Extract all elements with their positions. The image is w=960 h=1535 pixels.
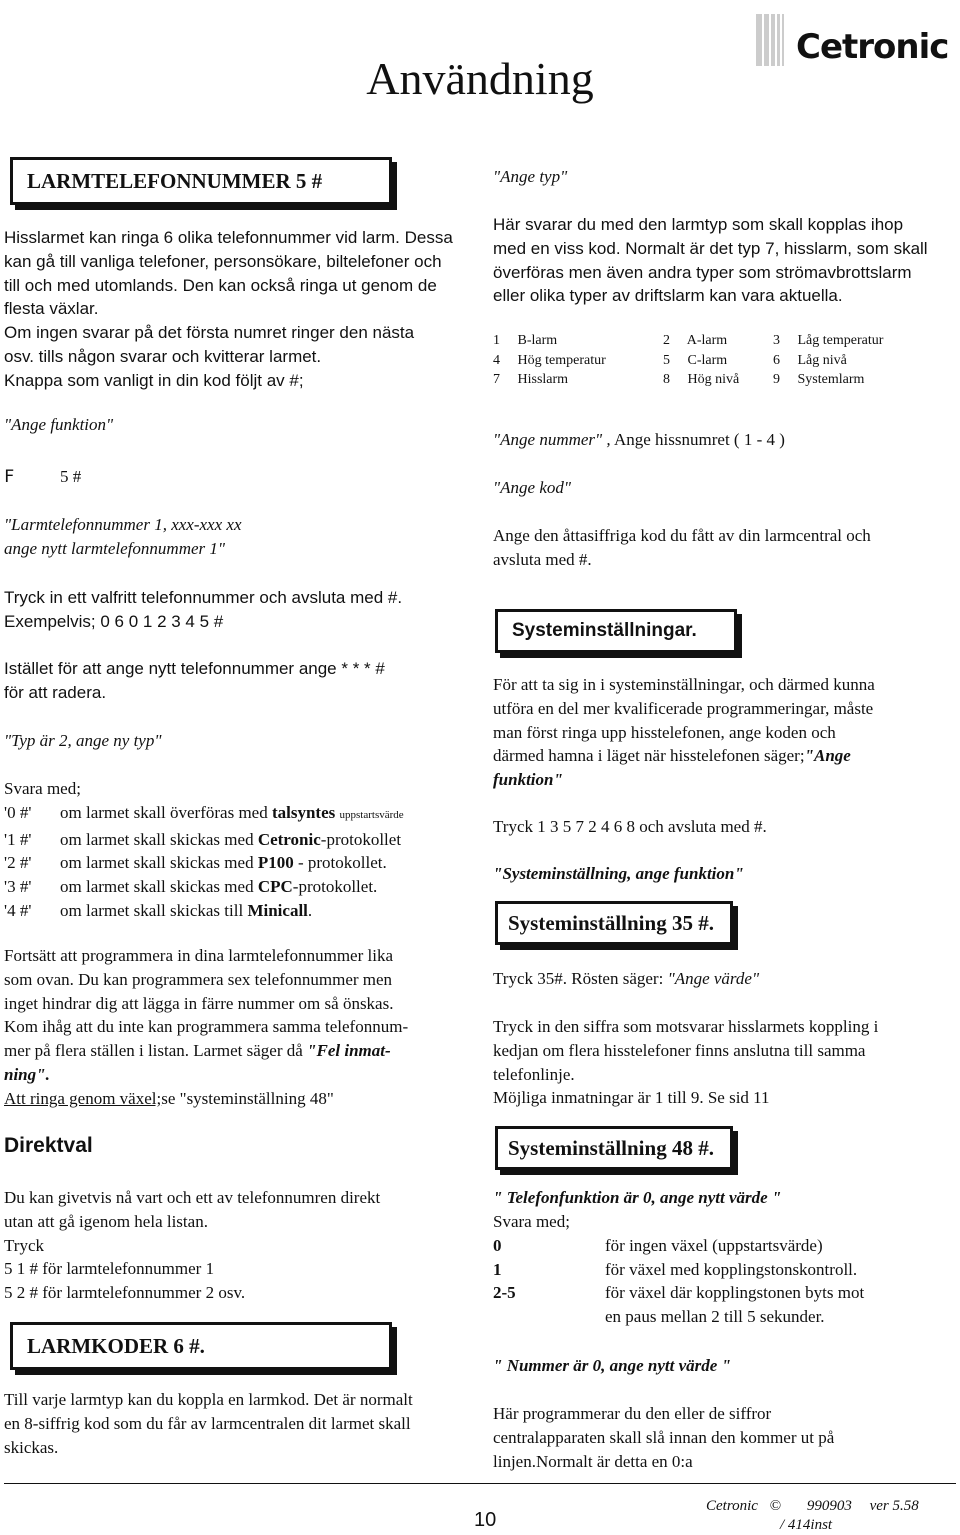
text-line: Om ingen svarar på det första numret ringer den nästa bbox=[4, 323, 415, 343]
option-code bbox=[493, 1305, 605, 1329]
text-line: man först ringa upp hisstelefonen, ange koden och bbox=[493, 722, 836, 742]
text-span: mer på flera ställen i listan. Larmet säger då bbox=[4, 1041, 308, 1061]
option-text bbox=[60, 801, 474, 828]
right-box1-wrap bbox=[493, 609, 955, 653]
text-line: flesta växlar. bbox=[4, 299, 99, 319]
text-line: Knappa som vanligt in din kod följt av #; bbox=[4, 370, 304, 390]
paragraph-larmkod bbox=[4, 1388, 474, 1459]
text-line: För att ta sig in i systeminställningar, och därmed kunna bbox=[493, 675, 875, 694]
footer-brand: Cetronic bbox=[706, 1498, 758, 1514]
text-line: med en viss kod. Normalt är det typ 7, hisslarm, som skall bbox=[493, 238, 928, 258]
paragraph-tryck bbox=[4, 586, 474, 634]
prompt-line: "Larmtelefonnummer 1, xxx-xxx xx bbox=[4, 515, 242, 534]
text-line: ning". bbox=[4, 1064, 50, 1084]
text-line: inget hindrar dig att lägga in färre nummer om så önskas. bbox=[4, 993, 394, 1013]
text-line: Till varje larmtyp kan du koppla en larmkod. Det är normalt bbox=[4, 1390, 413, 1409]
option-bold: Cetronic bbox=[257, 829, 321, 849]
paragraph-35 bbox=[493, 967, 955, 991]
prompt-ange-funktion: "Ange funktion" bbox=[4, 415, 114, 434]
option-pre: om larmet skall skickas med bbox=[60, 853, 258, 873]
footer-date: 990903 bbox=[806, 1498, 852, 1514]
svara-med: Svara med; bbox=[4, 779, 81, 798]
prompt-typ: "Typ är 2, ange ny typ" bbox=[4, 731, 162, 750]
paragraph-fortsatt bbox=[4, 944, 474, 1111]
paragraph-systeminstallningar bbox=[493, 673, 955, 792]
option-code: 0 bbox=[493, 1235, 502, 1255]
option-pre: om larmet skall skickas med bbox=[60, 829, 258, 849]
vaxel-reference: Att ringa genom växel; bbox=[4, 1088, 162, 1108]
option-code: '2 #' bbox=[4, 853, 32, 873]
left-intro bbox=[4, 226, 474, 393]
type-cell: 7 Hisslarm bbox=[493, 372, 569, 387]
option-row bbox=[4, 899, 474, 923]
options-list bbox=[4, 777, 474, 923]
section-box-larmtelefonnummer: LARMTELEFONNUMMER 5 # bbox=[10, 157, 392, 205]
text-line: Fortsätt att programmera in dina larmtelefonnummer lika bbox=[4, 946, 393, 965]
f-key: F bbox=[4, 467, 15, 487]
text-line: Istället för att ange nytt telefonnummer ange * * * # bbox=[4, 659, 385, 678]
text-line: till och med utomlands. Den kan också ringa ut genom de bbox=[4, 275, 437, 295]
option-row bbox=[493, 1234, 955, 1258]
option-code: '0 #' bbox=[4, 802, 32, 822]
option-pre: om larmet skall överföras med bbox=[60, 802, 272, 822]
option-row bbox=[493, 1305, 955, 1329]
paragraph-hissnummer bbox=[493, 1015, 955, 1110]
option-pre: om larmet skall skickas med bbox=[60, 877, 258, 897]
paragraph-kod bbox=[493, 524, 955, 572]
page-number: 10 bbox=[474, 1509, 497, 1531]
paragraph-prefix bbox=[493, 1402, 955, 1473]
text-line: Möjliga inmatningar är 1 till 9. Se sid 11 bbox=[493, 1088, 770, 1108]
option-bold: P100 bbox=[257, 853, 294, 873]
text-line: funktion" bbox=[493, 770, 563, 790]
option-bold: CPC bbox=[257, 877, 293, 897]
section-box-35: Systeminställning 35 #. bbox=[495, 901, 733, 945]
text-line: Exempelvis; 0 6 0 1 2 3 4 5 # bbox=[4, 611, 224, 631]
option-post: . bbox=[307, 900, 313, 920]
prompt-ange-typ: "Ange typ" bbox=[493, 167, 568, 186]
right-box2-wrap bbox=[493, 901, 955, 945]
section-box-systeminstallningar: Systeminställningar. bbox=[495, 609, 737, 653]
text-line: kedjan om flera hisstelefoner finns anslutna till samma bbox=[493, 1040, 866, 1060]
text-span: Tryck 35#. Rösten säger: bbox=[493, 969, 668, 988]
paragraph-radera bbox=[4, 657, 474, 705]
option-text bbox=[60, 828, 474, 852]
footer-info bbox=[706, 1497, 956, 1535]
copyright-icon: © bbox=[769, 1498, 782, 1514]
text-line: Tryck in den siffra som motsvarar hisslarmets koppling i bbox=[493, 1017, 879, 1036]
prompt-help: Ange hissnumret ( 1 - 4 ) bbox=[610, 430, 785, 449]
text-line: Hisslarmet kan ringa 6 olika telefonnummer vid larm. Dessa bbox=[4, 228, 453, 247]
type-cell: 4 Hög temperatur bbox=[493, 352, 606, 368]
prompt-inline: "Ange värde" bbox=[667, 969, 760, 988]
type-cell: 3 Låg temperatur bbox=[773, 333, 884, 348]
footer-version: ver 5.58 bbox=[869, 1498, 919, 1514]
text-line bbox=[4, 1039, 474, 1063]
svara-med: Svara med; bbox=[493, 1212, 570, 1231]
text-line: 5 1 # för larmtelefonnummer 1 bbox=[4, 1259, 215, 1279]
option-text: för ingen växel (uppstartsvärde) bbox=[605, 1235, 823, 1255]
text-line: Ange den åttasiffriga kod du fått av din larmcentral och bbox=[493, 526, 871, 545]
text-line: avsluta med #. bbox=[493, 549, 592, 569]
type-cell: 8 Hög nivå bbox=[663, 372, 740, 387]
type-cell: 1 B-larm bbox=[493, 333, 558, 348]
prompt-ange-nummer bbox=[493, 428, 955, 452]
fel-inmatning: "Fel inmat- bbox=[307, 1041, 391, 1061]
left-column bbox=[4, 157, 474, 205]
heading-direktval: Direktval bbox=[4, 1134, 93, 1157]
footer-doc: / 414inst bbox=[780, 1517, 833, 1533]
text-line bbox=[493, 744, 955, 768]
option-post: -protokollet. bbox=[292, 877, 378, 897]
function-code-row bbox=[4, 465, 474, 490]
text-line: Du kan givetvis nå vart och ett av telefonnumren direkt bbox=[4, 1188, 381, 1207]
text-line: osv. tills någon svarar och kvitterar larmet. bbox=[4, 346, 322, 366]
text-span: se "systeminställning 48" bbox=[161, 1088, 334, 1108]
option-row bbox=[4, 851, 474, 875]
left-box2-wrap bbox=[4, 1322, 474, 1370]
option-note: uppstartsvärde bbox=[339, 808, 404, 821]
option-code: '1 #' bbox=[4, 829, 32, 849]
text-line: Kom ihåg att du inte kan programmera samma telefonnum- bbox=[4, 1017, 409, 1037]
text-line: en 8-siffrig kod som du får av larmcentralen dit larmet skall bbox=[4, 1413, 411, 1433]
larm-type-table bbox=[493, 331, 955, 390]
text-line: centralapparaten skall slå innan den kommer ut på bbox=[493, 1427, 835, 1447]
option-text bbox=[60, 851, 474, 875]
f-value: 5 # bbox=[60, 467, 82, 486]
text-line: telefonlinje. bbox=[493, 1064, 575, 1084]
text-line: Här programmerar du den eller de siffror bbox=[493, 1404, 772, 1423]
option-code: 2-5 bbox=[493, 1283, 516, 1303]
options-list-48 bbox=[493, 1210, 955, 1329]
option-post: -protokollet bbox=[320, 829, 402, 849]
option-row bbox=[493, 1258, 955, 1282]
section-box-48: Systeminställning 48 #. bbox=[495, 1126, 733, 1170]
logo-text: Cetronic bbox=[796, 27, 949, 67]
prompt-nummer-noll: " Nummer är 0, ange nytt värde " bbox=[493, 1356, 731, 1375]
text-line: överföras men även andra typer som strömavbrottslarm bbox=[493, 262, 912, 282]
right-box3-wrap bbox=[493, 1126, 955, 1170]
option-row bbox=[4, 875, 474, 899]
option-bold: talsyntes bbox=[271, 802, 336, 822]
text-span: därmed hamna i läget när hisstelefonen säger; bbox=[493, 746, 805, 766]
option-text bbox=[60, 875, 474, 899]
prompt-systeminstallning: "Systeminställning, ange funktion" bbox=[493, 864, 744, 883]
footer-rule bbox=[4, 1483, 956, 1484]
text-line: Tryck in ett valfritt telefonnummer och avsluta med #. bbox=[4, 588, 403, 607]
page-title: Användning bbox=[366, 53, 594, 104]
text-line: som ovan. Du kan programmera sex telefonnummer men bbox=[4, 969, 393, 989]
paragraph-larmtyp bbox=[493, 213, 955, 308]
text-line: eller olika typer av driftslarm kan vara aktuella. bbox=[493, 286, 843, 306]
option-text: för växel med kopplingstonskontroll. bbox=[605, 1259, 858, 1279]
option-text: för växel där kopplingstonen byts mot bbox=[605, 1283, 865, 1303]
text-line: för att radera. bbox=[4, 682, 107, 702]
text-line: utföra en del mer kvalificerade programmeringar, måste bbox=[493, 698, 874, 718]
option-row bbox=[4, 828, 474, 852]
footer-line-1 bbox=[706, 1497, 956, 1516]
type-cell: 2 A-larm bbox=[663, 333, 728, 348]
option-post: - protokollet. bbox=[293, 853, 387, 873]
option-text bbox=[60, 899, 474, 923]
text-line: utan att gå igenom hela listan. bbox=[4, 1211, 208, 1231]
text-line: linjen.Normalt är detta en 0:a bbox=[493, 1451, 693, 1471]
section-box-larmkoder: LARMKODER 6 #. bbox=[10, 1322, 392, 1370]
type-cell: 9 Systemlarm bbox=[773, 372, 865, 387]
option-text: en paus mellan 2 till 5 sekunder. bbox=[605, 1307, 825, 1327]
option-bold: Minicall bbox=[247, 900, 308, 920]
text-line: 5 2 # för larmtelefonnummer 2 osv. bbox=[4, 1283, 246, 1303]
text-line: skickas. bbox=[4, 1437, 59, 1457]
text-line: Tryck bbox=[4, 1235, 44, 1255]
option-code: 1 bbox=[493, 1259, 502, 1279]
option-code: '4 #' bbox=[4, 900, 32, 920]
type-cell: 5 C-larm bbox=[663, 352, 728, 368]
type-cell: 6 Låg nivå bbox=[773, 352, 847, 368]
paragraph-tryck-kod: Tryck 1 3 5 7 2 4 6 8 och avsluta med #. bbox=[493, 817, 767, 836]
prompt-text: "Ange nummer" , bbox=[493, 430, 611, 449]
text-line: Här svarar du med den larmtyp som skall kopplas ihop bbox=[493, 215, 904, 234]
option-code: '3 #' bbox=[4, 877, 32, 897]
prompt-inline: "Ange bbox=[804, 746, 851, 766]
prompt-larmtelefonnummer bbox=[4, 513, 474, 561]
prompt-ange-kod: "Ange kod" bbox=[493, 478, 572, 497]
text-line: kan gå till vanliga telefoner, personsökare, biltelefoner och bbox=[4, 251, 442, 271]
option-row bbox=[493, 1281, 955, 1305]
text-line bbox=[4, 1087, 474, 1111]
paragraph-direktval bbox=[4, 1186, 474, 1305]
option-row bbox=[4, 801, 474, 828]
prompt-telefonfunktion: " Telefonfunktion är 0, ange nytt värde " bbox=[493, 1188, 782, 1207]
prompt-line: ange nytt larmtelefonnummer 1" bbox=[4, 538, 226, 558]
option-pre: om larmet skall skickas till bbox=[60, 900, 248, 920]
